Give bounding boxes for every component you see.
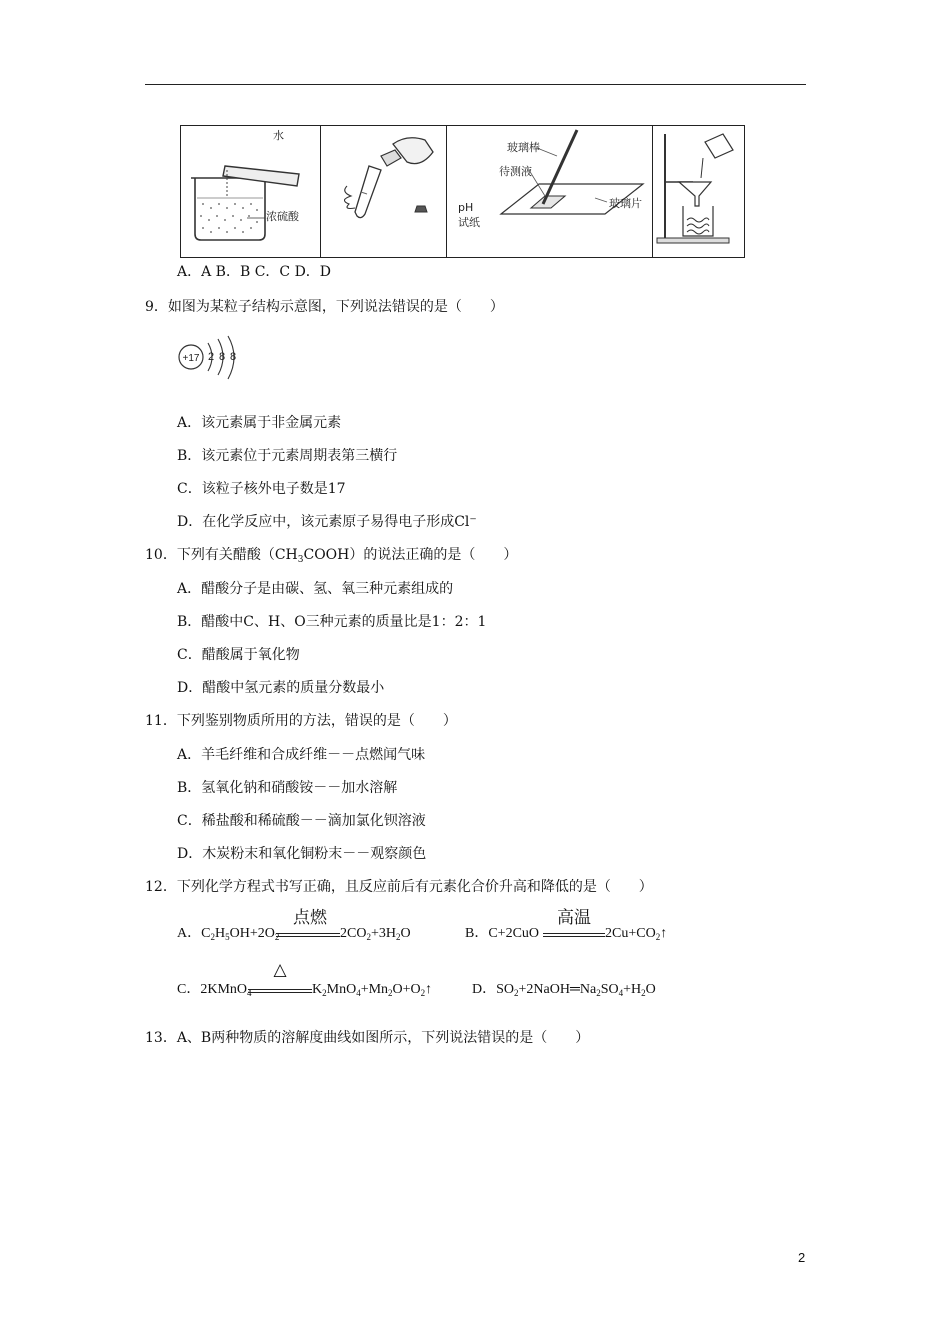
label-glass-slide: 玻璃片 [609,197,643,210]
q10-stem-subscript: 3 [297,555,304,565]
q11-option-d: D．木炭粉末和氧化铜粉末－－观察颜色 [177,846,427,862]
q9-stem: 9．如图为某粒子结构示意图，下列说法错误的是（ ） [145,299,504,315]
shell-electrons-2: 8 [218,351,226,363]
q12-option-c-condition: △ [273,960,287,980]
label-test-liquid: 待测液 [499,165,533,178]
panel-c-ph-test [447,126,653,257]
beaker-pour-illustration [181,126,319,258]
q10-option-a: A．醋酸分子是由碳、氢、氧三种元素组成的 [177,581,454,597]
q12-option-c-rhs: $K_2MnO_4+Mn_2O+O_2↑$ [312,982,433,998]
q11-option-b: B．氢氧化钠和硝酸铵－－加水溶解 [177,780,398,796]
label-water: 水 [273,129,284,142]
page-number: 2 [798,1250,806,1265]
q11-option-a: A．羊毛纤维和合成纤维－－点燃闻气味 [177,747,426,763]
q12-option-b-label: B． [465,926,489,941]
panel-d-filtration [653,126,744,257]
q9-option-c: C．该粒子核外电子数是17 [177,481,346,497]
filtration-illustration [653,126,742,258]
label-conc-sulfuric-acid: 浓硫酸 [266,210,299,223]
q11-option-c: C．稀盐酸和稀硫酸－－滴加氯化钡溶液 [177,813,426,829]
q12-stem: 12．下列化学方程式书写正确，且反应前后有元素化合价升高和降低的是（ ） [145,879,653,895]
q10-option-d: D．醋酸中氢元素的质量分数最小 [177,680,385,696]
q12-option-d-equation: D．$SO_2+2NaOH═Na_2SO_4+H_2O$ [472,982,656,998]
q12-option-b-condition: 高温 [557,908,591,928]
q12-option-c-equals [248,989,312,993]
q9-option-d: D．在化学反应中，该元素原子易得电子形成Cl⁻ [177,514,477,530]
q10-option-b: B．醋酸中C、H、O三种元素的质量比是1：2：1 [177,614,487,630]
shell-electrons-3: 8 [229,351,237,363]
q13-stem: 13．A、B两种物质的溶解度曲线如图所示，下列说法错误的是（ ） [145,1030,590,1046]
label-test-paper: 试纸 [458,216,481,229]
panel-a-dilution [181,126,321,257]
q12-option-a-label: A． [177,926,202,941]
q9-option-b: B．该元素位于元素周期表第三横行 [177,448,398,464]
q12-option-d-label: D． [472,982,497,997]
q12-option-a-lhs: A．$C_2H_5OH+2O_2$ [177,926,280,942]
q12-option-b-rhs: $2Cu+CO_2↑$ [605,926,668,942]
q12-option-b-lhs: B．C+2CuO [465,926,540,941]
bottle-pour-illustration [321,126,446,258]
q8-figure [180,125,745,258]
q12-option-b-equals [543,933,605,937]
label-ph: pH [458,201,474,214]
q10-option-c: C．醋酸属于氧化物 [177,647,300,663]
panel-b-pour-liquid [321,126,448,257]
q10-stem-part1: 10．下列有关醋酸（CH [145,547,298,563]
q12-option-c-label: C． [177,982,201,997]
label-glass-rod: 玻璃棒 [507,141,541,154]
shell-electrons-1: 2 [207,351,215,363]
nucleus-charge: +17 [182,353,200,364]
q10-stem-part2: COOH）的说法正确的是（ ） [303,547,518,563]
q12-option-a-equals [276,933,340,937]
q12-option-c-lhs: C．2KMnO$_4$ [177,982,252,998]
q12-option-a-condition: 点燃 [293,908,327,928]
header-rule [145,84,806,85]
q9-option-a: A．该元素属于非金属元素 [177,415,342,431]
q12-option-a-rhs: $2CO_2+3H_2O$ [340,926,411,942]
q8-options: A．A B．B C．C D．D [177,264,332,280]
atom-structure-diagram [174,335,246,381]
q11-stem: 11．下列鉴别物质所用的方法，错误的是（ ） [145,713,457,729]
q10-stem [145,545,517,570]
ph-paper-illustration [447,126,652,258]
